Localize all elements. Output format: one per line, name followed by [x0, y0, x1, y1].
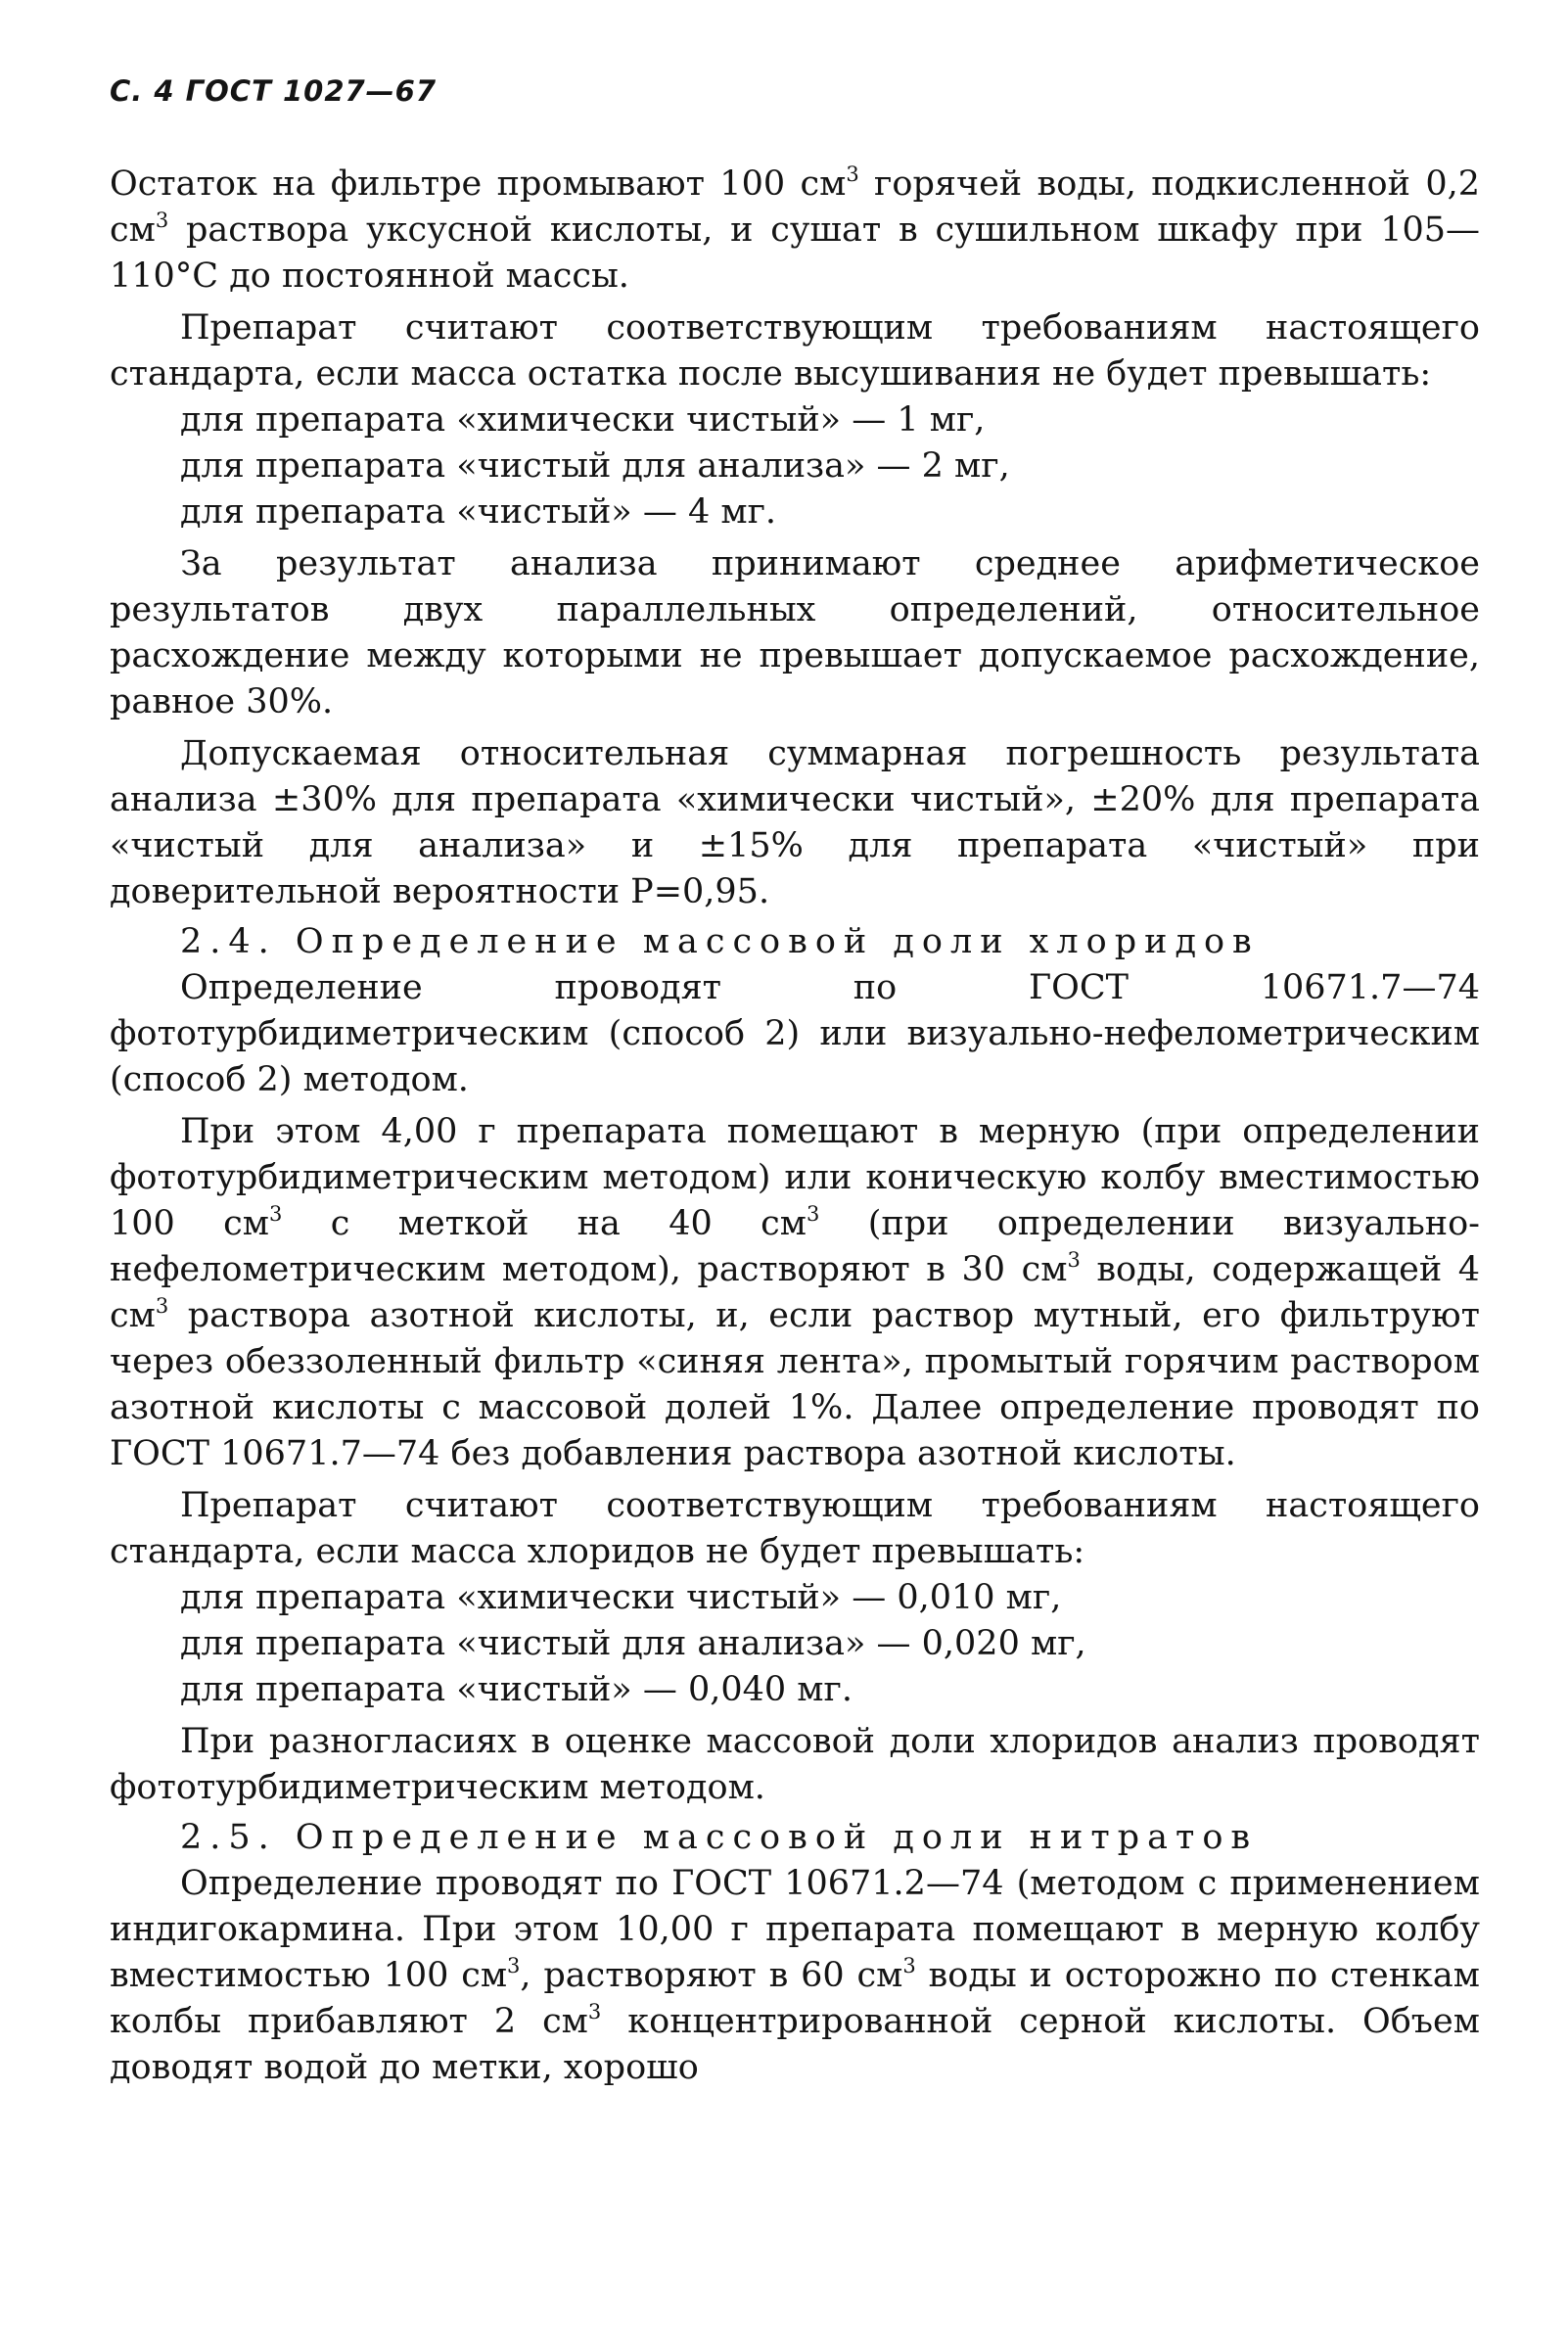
list-item: для препарата «чистый» — 4 мг. — [180, 492, 777, 532]
text-run: раствора уксусной кислоты, и сушат в сушильном шкафу при 105—110°С до постоянной массы. — [110, 210, 1480, 296]
paragraph-disagreement: При разногласиях в оценке массовой доли хлоридов анализ проводят фототурбидиметрическим методом. — [110, 1722, 1480, 1807]
limits-list-residue — [110, 397, 1480, 535]
text-run: , растворяют в 60 см — [520, 1956, 903, 1995]
page-header: С. 4 ГОСТ 1027—67 — [110, 74, 438, 108]
text-run: горячей воды, подкисленной 0,2 см — [110, 164, 1480, 250]
text-run: воды и осторожно по стенкам колбы прибавляют 2 см — [110, 1956, 1480, 2041]
paragraph-chloride-requirement: Препарат считают соответствующим требованиям настоящего стандарта, если масса хлоридов не будет превышать: — [110, 1486, 1480, 1571]
text-run: (при определении визуально-нефелометрическим методом), растворяют в 30 см — [110, 1204, 1480, 1289]
superscript: 3 — [155, 1294, 169, 1318]
superscript: 3 — [507, 1954, 521, 1977]
superscript: 3 — [902, 1954, 916, 1977]
paragraph-residue-wash — [110, 162, 1480, 300]
superscript: 3 — [587, 2000, 602, 2024]
superscript: 3 — [269, 1202, 283, 1226]
paragraph-chloride-method: Определение проводят по ГОСТ 10671.7—74 фототурбидиметрическим (способ 2) или визуально-нефелометрическим (способ 2) методом. — [110, 968, 1480, 1099]
paragraph-requirement: Препарат считают соответствующим требованиям настоящего стандарта, если масса остатка после высушивания не будет превышать: — [110, 308, 1480, 394]
document-page — [110, 69, 1480, 2091]
text-run: концентрированной серной кислоты. Объем доводят водой до метки, хорошо — [110, 2002, 1480, 2087]
text-run: раствора азотной кислоты, и, если раствор мутный, его фильтруют через обеззоленный фильтр «синяя лента», промытый горячим раствором азотной кислоты с массовой долей 1%. Далее определение проводят по ГОСТ 10671.7—74 без добавления раствора азотной кислоты. — [110, 1296, 1480, 1473]
list-item: для препарата «чистый» — 0,040 мг. — [180, 1670, 853, 1709]
superscript: 3 — [846, 163, 859, 186]
list-item: для препарата «чистый для анализа» — 2 мг, — [180, 446, 1010, 486]
text-run: Остаток на фильтре промывают 100 см — [110, 164, 847, 204]
paragraph-nitrate-procedure — [110, 1861, 1480, 2091]
text-run: Определение проводят по ГОСТ 10671.2—74 (методом с применением индигокармина. При этом 10,00 г препарата помещают в мерную колбу вместимостью 100 см — [110, 1864, 1480, 1995]
list-item: для препарата «химически чистый» — 1 мг, — [180, 400, 986, 440]
list-item: для препарата «чистый для анализа» — 0,020 мг, — [180, 1624, 1086, 1663]
section-heading-nitrates: 2.5. Определение массовой доли нитратов — [180, 1818, 1259, 1857]
paragraph-error: Допускаемая относительная суммарная погрешность результата анализа ±30% для препарата «химически чистый», ±20% для препарата «чистый для анализа» и ±15% для препарата «чистый» при доверительной вероятности Р=0,95. — [110, 734, 1480, 911]
superscript: 3 — [155, 209, 169, 232]
section-heading-chlorides: 2.4. Определение массовой доли хлоридов — [180, 922, 1260, 961]
list-item: для препарата «химически чистый» — 0,010 мг, — [180, 1578, 1062, 1617]
text-run: воды, содержащей 4 см — [110, 1250, 1480, 1335]
text-run: При этом 4,00 г препарата помещают в мерную (при определении фототурбидиметрическим методом) или коническую колбу вместимостью 100 см — [110, 1112, 1480, 1243]
superscript: 3 — [1067, 1248, 1081, 1272]
text-run: с меткой на 40 см — [282, 1204, 807, 1243]
limits-list-chlorides — [110, 1575, 1480, 1713]
paragraph-chloride-procedure — [110, 1109, 1480, 1477]
paragraph-result: За результат анализа принимают среднее арифметическое результатов двух параллельных определений, относительное расхождение между которыми не превышает допускаемое расхождение, равное 30%. — [110, 544, 1480, 721]
superscript: 3 — [806, 1202, 820, 1226]
